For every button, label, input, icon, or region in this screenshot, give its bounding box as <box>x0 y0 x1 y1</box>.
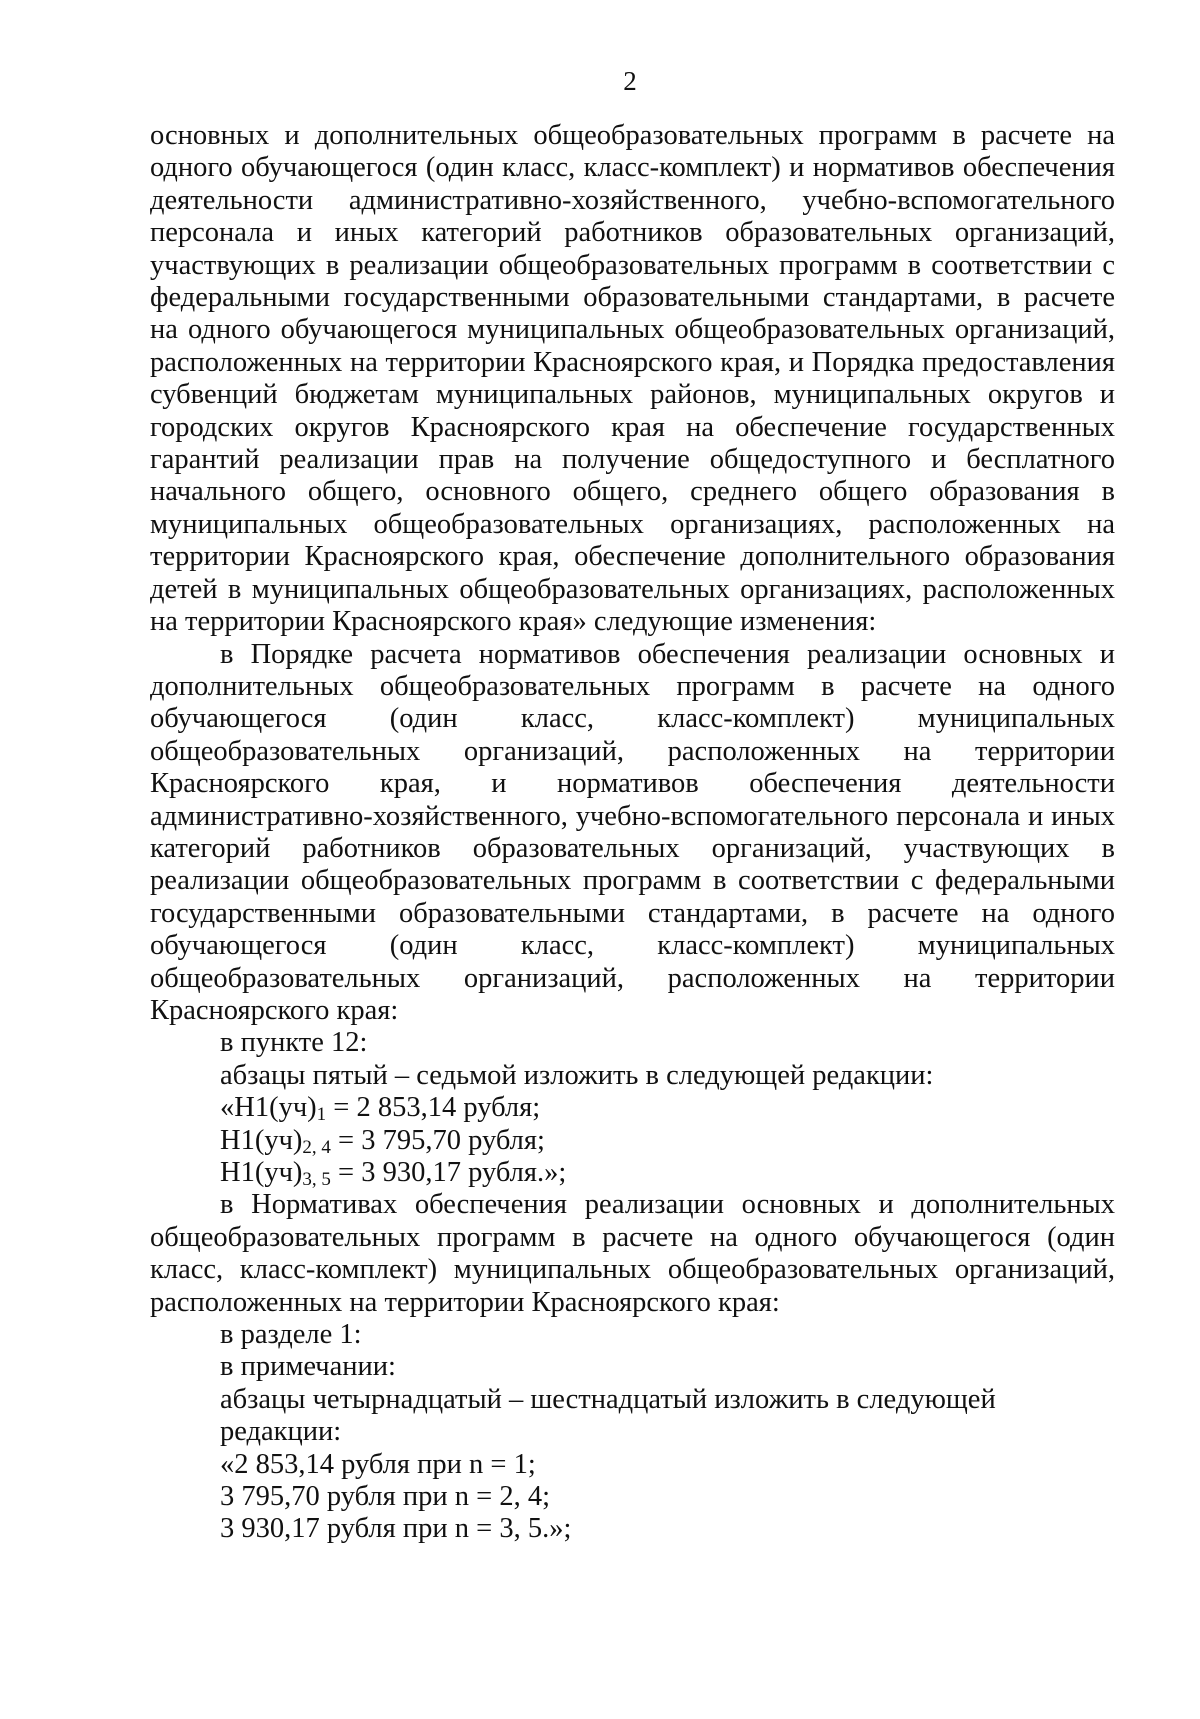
formula-prefix: Н1(уч) <box>220 1124 303 1156</box>
paragraph-normatives: в Нормативах обеспечения реализации основных и дополнительных общеобразовательных программ в расчете на одного обучающегося (один класс, класс-комплект) муниципальных общеобразовательных организаций, расположенных на территории Красноярского края: <box>150 1189 1115 1318</box>
formula-subscript: 1 <box>316 1104 327 1126</box>
formula-subscript: 3, 5 <box>302 1169 331 1190</box>
document-body <box>150 120 1115 1546</box>
paragraph-note: в примечании: <box>220 1351 396 1383</box>
paragraph-section-1: в разделе 1: <box>220 1319 362 1351</box>
formula-value: = 3 795,70 рубля; <box>330 1124 545 1156</box>
formula-line-1 <box>150 1092 1115 1124</box>
value-line-2: 3 795,70 рубля при n = 2, 4; <box>220 1481 550 1513</box>
formula-line-3 <box>150 1157 1115 1189</box>
value-line-3: 3 930,17 рубля при n = 3, 5.»; <box>220 1513 572 1545</box>
page-number: 2 <box>623 66 637 96</box>
paragraph-intro: основных и дополнительных общеобразовательных программ в расчете на одного обучающегося (один класс, класс-комплект) и нормативов обеспечения деятельности административно-хозяйственного, учебно-вспомогательного персонала и иных категорий работников образовательных организаций, участвующих в реализации общеобразовательных программ в соответствии с федеральными государственными образовательными стандартами, в расчете на одного обучающегося муниципальных общеобразовательных организаций, расположенных на территории Красноярского края, и Порядка предоставления субвенций бюджетам муниципальных районов, муниципальных округов и городских округов Красноярского края на обеспечение государственных гарантий реализации прав на получение общедоступного и бесплатного начального общего, основного общего, среднего общего образования в муниципальных общеобразовательных организациях, расположенных на территории Красноярского края, обеспечение дополнительного образования детей в муниципальных общеобразовательных организациях, расположенных на территории Красноярского края» следующие изменения: <box>150 120 1115 638</box>
formula-line-2 <box>150 1125 1115 1157</box>
formula-prefix: Н1(уч) <box>220 1157 303 1188</box>
formula-subscript: 2, 4 <box>302 1136 331 1158</box>
paragraph-procedure: в Порядке расчета нормативов обеспечения реализации основных и дополнительных общеобразовательных программ в расчете на одного обучающегося (один класс, класс-комплект) муниципальных общеобразовательных организаций, расположенных на территории Красноярского края, и нормативов обеспечения деятельности административно-хозяйственного, учебно-вспомогательного персонала и иных категорий работников образовательных организаций, участвующих в реализации общеобразовательных программ в соответствии с федеральными государственными образовательными стандартами, в расчете на одного обучающегося (один класс, класс-комплект) муниципальных общеобразовательных организаций, расположенных на территории Красноярского края: <box>150 638 1115 1026</box>
paragraph-point-12: в пункте 12: <box>220 1027 368 1059</box>
paragraph-abzatsy-5-7: абзацы пятый – седьмой изложить в следующей редакции: <box>220 1059 934 1091</box>
formula-value: = 2 853,14 рубля; <box>326 1092 541 1124</box>
formula-prefix: «Н1(уч) <box>220 1092 317 1124</box>
paragraph-abzatsy-14-16: абзацы четырнадцатый – шестнадцатый изложить в следующей редакции: <box>220 1383 996 1448</box>
formula-value: = 3 930,17 рубля.»; <box>330 1157 567 1188</box>
value-line-1: «2 853,14 рубля при n = 1; <box>220 1448 536 1480</box>
